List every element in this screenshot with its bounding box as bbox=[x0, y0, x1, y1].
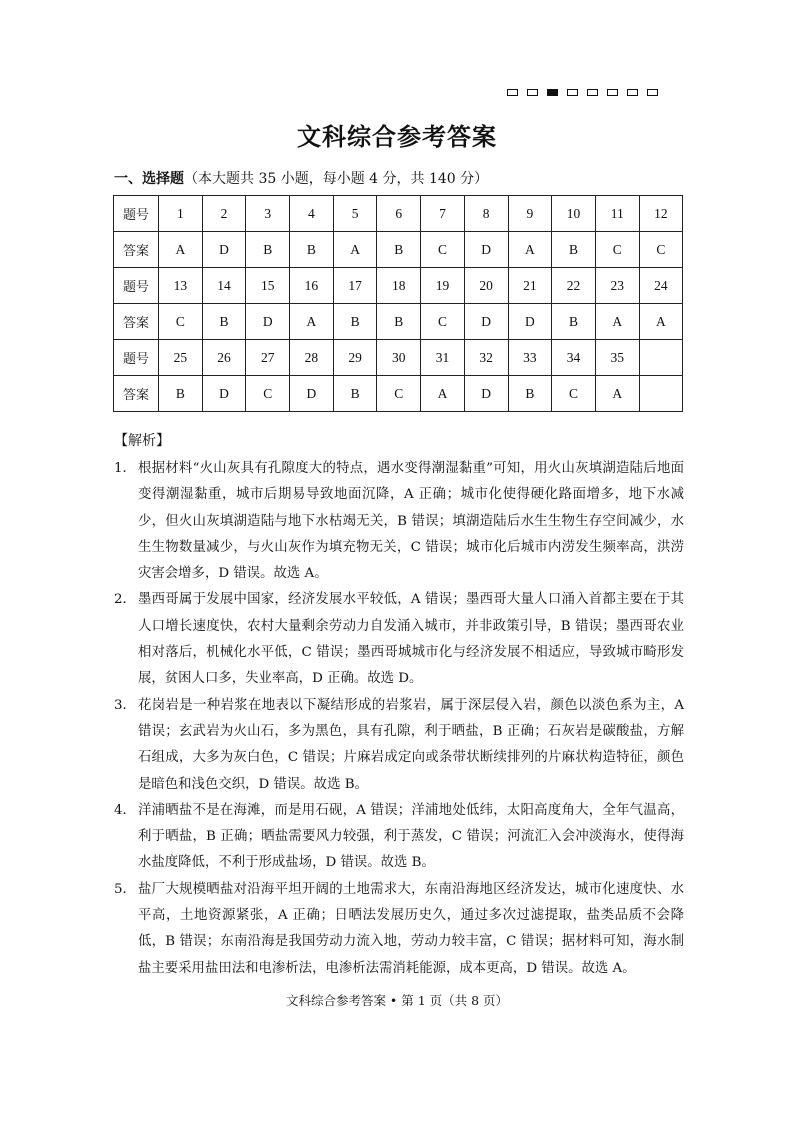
item-text: 盐厂大规模晒盐对沿海平坦开阔的土地需求大，东南沿海地区经济发达，城市化速度快、水平高，土地资源紧张，A 正确；日晒法发展历史久，通过多次过滤提取，盐类品质不会降低，B 错误；东南沿海是我国劳动力流入地，劳动力较丰富，C 错误；据材料可知，海水制盐主要采用盐田法和电渗析法，电渗析法需消耗能源，成本更高，D 错误。故选 A。 bbox=[138, 881, 684, 976]
question-number-cell: 16 bbox=[290, 268, 334, 304]
question-number-cell: 34 bbox=[552, 340, 596, 376]
answer-cell: B bbox=[246, 232, 290, 268]
answer-cell: C bbox=[159, 304, 203, 340]
answer-cell: C bbox=[639, 232, 683, 268]
answer-table bbox=[113, 195, 683, 412]
question-number-cell: 20 bbox=[464, 268, 508, 304]
question-number-cell: 6 bbox=[377, 196, 421, 232]
answer-cell: B bbox=[377, 304, 421, 340]
question-number-cell: 27 bbox=[246, 340, 290, 376]
answer-cell: B bbox=[508, 376, 552, 412]
answer-cell: D bbox=[508, 304, 552, 340]
section-label: 一、选择题 bbox=[114, 171, 184, 187]
item-number: 2． bbox=[114, 592, 136, 608]
section-note: （本大题共 35 小题，每小题 4 分，共 140 分） bbox=[184, 171, 489, 187]
row-header: 题号 bbox=[114, 340, 159, 376]
question-number-cell: 24 bbox=[639, 268, 683, 304]
answer-cell: B bbox=[290, 232, 334, 268]
question-number-cell: 2 bbox=[202, 196, 246, 232]
row-header: 答案 bbox=[114, 304, 159, 340]
table-row bbox=[114, 304, 683, 340]
answer-cell: A bbox=[595, 376, 639, 412]
question-number-cell: 33 bbox=[508, 340, 552, 376]
question-number-cell: 22 bbox=[552, 268, 596, 304]
answer-cell: D bbox=[464, 232, 508, 268]
page-footer: 文科综合参考答案 • 第 1 页（共 8 页） bbox=[285, 993, 509, 1008]
item-number: 3． bbox=[114, 697, 136, 713]
answer-cell: A bbox=[595, 304, 639, 340]
analysis-list bbox=[114, 456, 684, 982]
question-number-cell: 23 bbox=[595, 268, 639, 304]
question-number-cell: 13 bbox=[159, 268, 203, 304]
question-number-cell: 7 bbox=[421, 196, 465, 232]
item-number: 1． bbox=[114, 461, 136, 476]
question-number-cell: 9 bbox=[508, 196, 552, 232]
page-indicator-box bbox=[567, 89, 578, 96]
answer-cell: D bbox=[464, 304, 508, 340]
item-number: 4． bbox=[114, 802, 136, 818]
question-number-cell: 1 bbox=[159, 196, 203, 232]
table-row bbox=[114, 376, 683, 412]
question-number-cell: 21 bbox=[508, 268, 552, 304]
question-number-cell: 25 bbox=[159, 340, 203, 376]
answer-cell: B bbox=[333, 304, 377, 340]
answer-cell: A bbox=[639, 304, 683, 340]
page-indicator-box bbox=[547, 89, 558, 96]
answer-cell: A bbox=[333, 232, 377, 268]
row-header: 题号 bbox=[114, 196, 159, 232]
question-number-cell: 11 bbox=[595, 196, 639, 232]
answer-cell: A bbox=[421, 376, 465, 412]
page-indicator-box bbox=[627, 89, 638, 96]
page-title: 文科综合参考答案 bbox=[297, 122, 497, 151]
question-number-cell: 17 bbox=[333, 268, 377, 304]
answer-cell: C bbox=[421, 304, 465, 340]
section-heading bbox=[114, 168, 488, 188]
question-number-cell: 35 bbox=[595, 340, 639, 376]
row-header: 题号 bbox=[114, 268, 159, 304]
answer-cell bbox=[639, 376, 683, 412]
page-indicator-box bbox=[587, 89, 598, 96]
page-indicator-box bbox=[607, 89, 618, 96]
question-number-cell: 14 bbox=[202, 268, 246, 304]
answer-cell: A bbox=[508, 232, 552, 268]
table-row bbox=[114, 196, 683, 232]
answer-cell: B bbox=[377, 232, 421, 268]
answer-cell: C bbox=[595, 232, 639, 268]
answer-cell: D bbox=[246, 304, 290, 340]
page-indicator bbox=[507, 89, 658, 96]
list-item bbox=[114, 456, 684, 587]
question-number-cell: 18 bbox=[377, 268, 421, 304]
answer-cell: C bbox=[246, 376, 290, 412]
answer-cell: A bbox=[290, 304, 334, 340]
question-number-cell: 10 bbox=[552, 196, 596, 232]
question-number-cell: 12 bbox=[639, 196, 683, 232]
row-header: 答案 bbox=[114, 376, 159, 412]
question-number-cell: 5 bbox=[333, 196, 377, 232]
item-text: 根据材料“火山灰具有孔隙度大的特点，遇水变得潮湿黏重”可知，用火山灰填湖造陆后地面变得潮湿黏重，城市后期易导致地面沉降，A 正确；城市化使得硬化路面增多，地下水减少，但火山灰填湖造陆与地下水枯竭无关，B 错误；填湖造陆后水生生物生存空间减少，水生生物数量减少，与火山灰作为填充物无关，C 错误；城市化后城市内涝发生频率高，洪涝灾害会增多，D 错误。故选 A。 bbox=[138, 461, 684, 582]
answer-cell: D bbox=[202, 232, 246, 268]
question-number-cell: 26 bbox=[202, 340, 246, 376]
list-item bbox=[114, 798, 684, 877]
question-number-cell: 31 bbox=[421, 340, 465, 376]
question-number-cell: 8 bbox=[464, 196, 508, 232]
answer-cell: C bbox=[421, 232, 465, 268]
question-number-cell: 30 bbox=[377, 340, 421, 376]
analysis-label: 【解析】 bbox=[114, 433, 170, 449]
item-text: 洋浦晒盐不是在海滩，而是用石砚，A 错误；洋浦地处低纬，太阳高度角大，全年气温高，利于晒盐，B 正确；晒盐需要风力较强，利于蒸发，C 错误；河流汇入会冲淡海水，使得海水盐度降低，不利于形成盐场，D 错误。故选 B。 bbox=[138, 802, 684, 871]
answer-cell: B bbox=[552, 232, 596, 268]
answer-cell: D bbox=[290, 376, 334, 412]
item-text: 墨西哥属于发展中国家，经济发展水平较低，A 错误；墨西哥大量人口涌入首都主要在于其人口增长速度快，农村大量剩余劳动力自发涌入城市，并非政策引导，B 错误；墨西哥农业相对落后，机械化水平低，C 错误；墨西哥城城市化与经济发展不相适应，导致城市畸形发展，贫困人口多，失业率高，D 正确。故选 D。 bbox=[138, 592, 684, 687]
item-text: 花岗岩是一种岩浆在地表以下凝结形成的岩浆岩，属于深层侵入岩，颜色以淡色系为主，A 错误；玄武岩为火山石，多为黑色，具有孔隙，利于晒盐，B 正确；石灰岩是碳酸盐，方解石组成，大多为灰白色，C 错误；片麻岩成定向或条带状断续排列的片麻状构造特征，颜色是暗色和浅色交织，D 错误。故选 B。 bbox=[138, 697, 684, 792]
question-number-cell bbox=[639, 340, 683, 376]
answer-cell: C bbox=[377, 376, 421, 412]
question-number-cell: 19 bbox=[421, 268, 465, 304]
table-row bbox=[114, 268, 683, 304]
answer-cell: B bbox=[202, 304, 246, 340]
page-indicator-box bbox=[647, 89, 658, 96]
answer-cell: D bbox=[464, 376, 508, 412]
question-number-cell: 3 bbox=[246, 196, 290, 232]
question-number-cell: 28 bbox=[290, 340, 334, 376]
page-indicator-box bbox=[507, 89, 518, 96]
answer-cell: A bbox=[159, 232, 203, 268]
answer-cell: B bbox=[159, 376, 203, 412]
list-item bbox=[114, 693, 684, 798]
list-item bbox=[114, 587, 684, 692]
answer-cell: C bbox=[552, 376, 596, 412]
question-number-cell: 4 bbox=[290, 196, 334, 232]
answer-cell: B bbox=[552, 304, 596, 340]
question-number-cell: 15 bbox=[246, 268, 290, 304]
answer-cell: B bbox=[333, 376, 377, 412]
list-item bbox=[114, 877, 684, 982]
table-row bbox=[114, 340, 683, 376]
answer-cell: D bbox=[202, 376, 246, 412]
question-number-cell: 32 bbox=[464, 340, 508, 376]
row-header: 答案 bbox=[114, 232, 159, 268]
table-row bbox=[114, 232, 683, 268]
question-number-cell: 29 bbox=[333, 340, 377, 376]
page-indicator-box bbox=[527, 89, 538, 96]
item-number: 5． bbox=[114, 881, 136, 897]
